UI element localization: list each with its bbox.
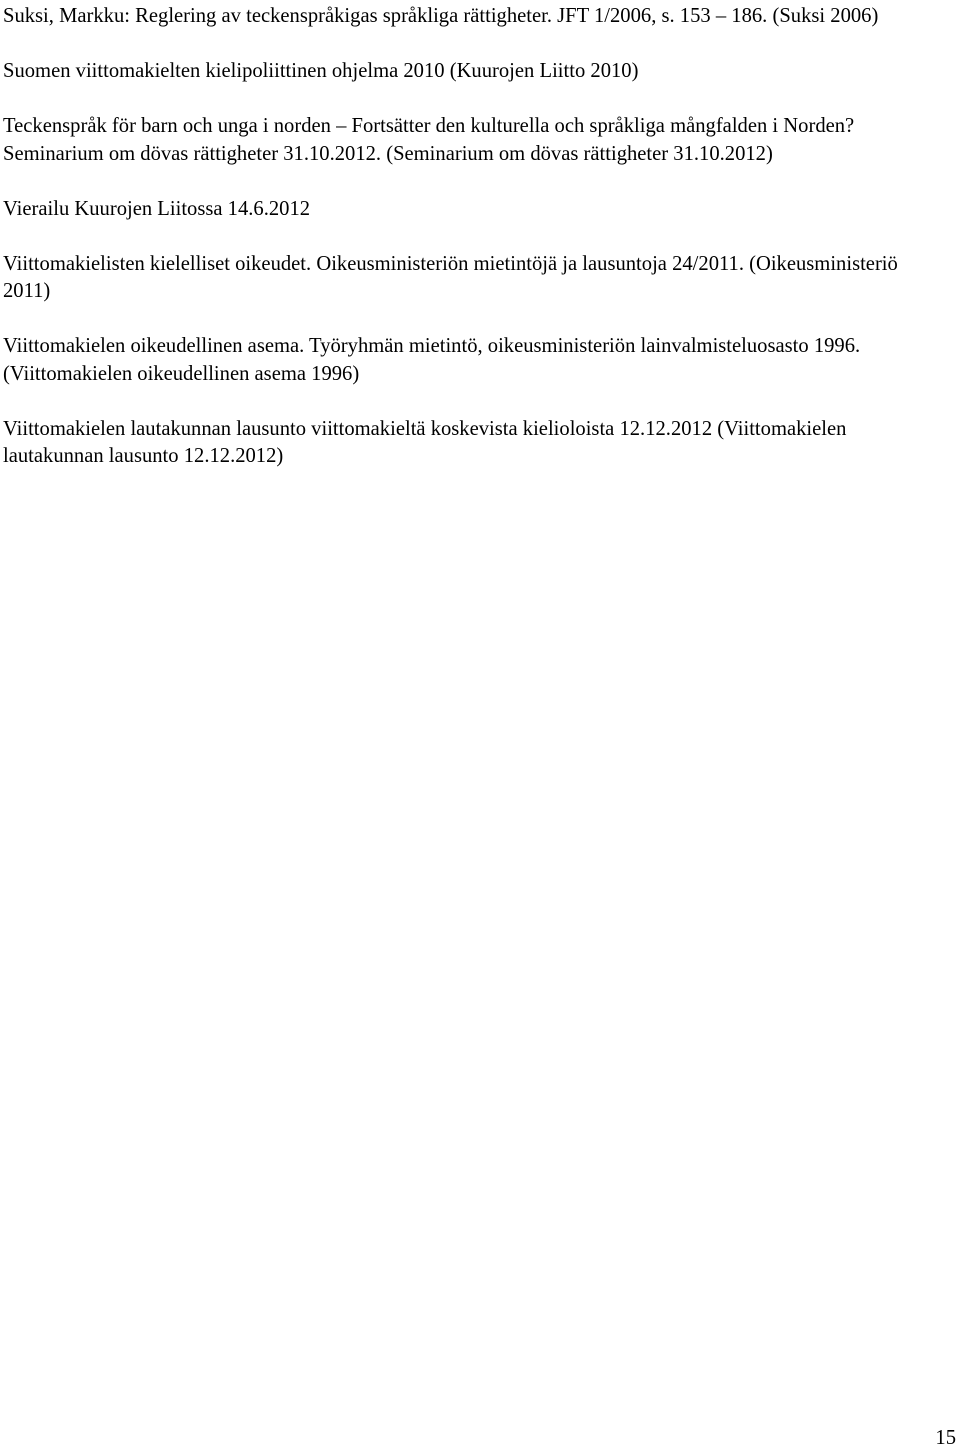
reference-entry: Suomen viittomakielten kielipoliittinen ohjelma 2010 (Kuurojen Liitto 2010): [3, 60, 639, 82]
reference-entry: Viittomakielen oikeudellinen asema. Työryhmän mietintö, oikeusministeriön lainvalmisteluosasto 1996. (Viittomakielen oikeudellinen asema 1996): [3, 335, 861, 385]
reference-entry: Viittomakielisten kielelliset oikeudet. Oikeusministeriön mietintöjä ja lausuntoja 24/2011. (Oikeusministeriö 2011): [3, 252, 898, 302]
reference-entry: Teckenspråk för barn och unga i norden – Fortsätter den kulturella och språkliga mångfalden i Norden? Seminarium om dövas rättigheter 31.10.2012. (Seminarium om dövas rättigheter 31.10.2012): [3, 115, 855, 165]
reference-entry: Suksi, Markku: Reglering av teckenspråkigas språkliga rättigheter. JFT 1/2006, s. 153 – 186. (Suksi 2006): [3, 5, 879, 27]
reference-entry: Vierailu Kuurojen Liitossa 14.6.2012: [3, 197, 311, 220]
reference-list: [3, 3, 948, 498]
page-number: 15: [935, 1427, 956, 1449]
reference-entry: Viittomakielen lautakunnan lausunto viittomakieltä koskevista kielioloista 12.12.2012 (Viittomakielen lautakunnan lausunto 12.12.2012): [3, 417, 847, 467]
